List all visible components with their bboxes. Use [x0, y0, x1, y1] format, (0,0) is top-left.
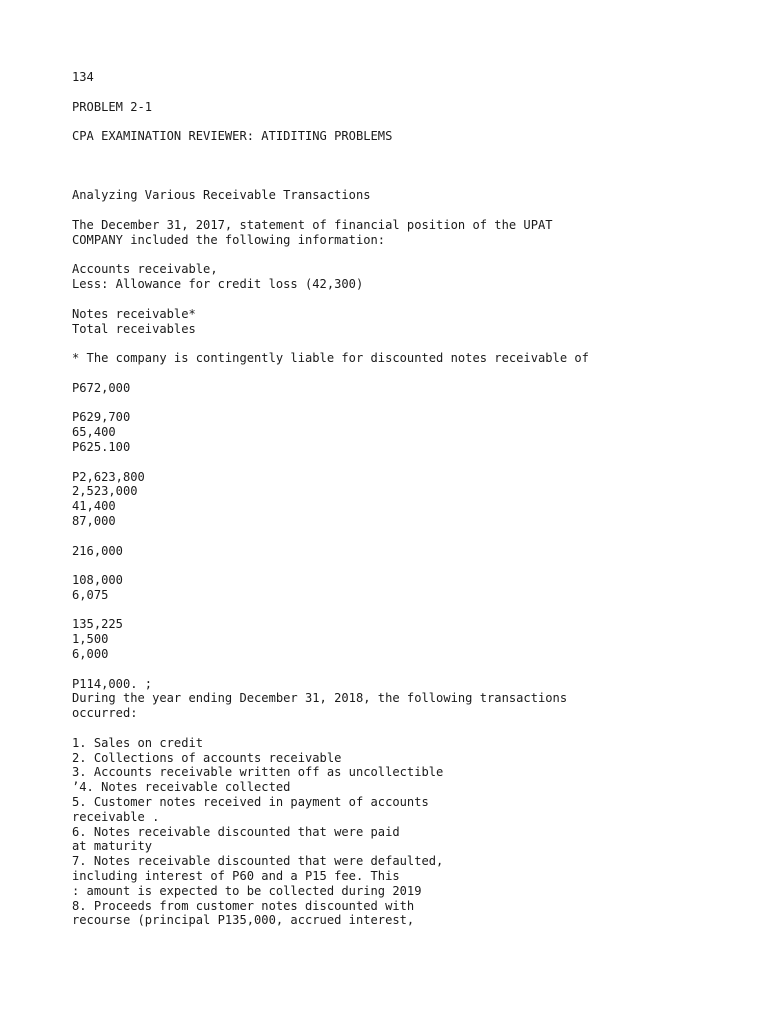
transaction-line: 2. Collections of accounts receivable — [72, 750, 342, 765]
blank-line — [72, 292, 752, 307]
totals-item: Notes receivable* — [72, 306, 196, 321]
document-page — [72, 70, 752, 928]
problem-label: PROBLEM 2-1 — [72, 99, 153, 114]
blank-line — [72, 248, 752, 263]
blank-line — [72, 85, 752, 100]
blank-line — [72, 396, 752, 411]
transaction-line: 3. Accounts receivable written off as uncollectible — [72, 765, 444, 780]
transaction-line: recourse (principal P135,000, accrued interest, — [72, 913, 415, 928]
amount-line: 6,075 — [72, 587, 109, 602]
transaction-line: at maturity — [72, 839, 153, 854]
blank-line — [72, 558, 752, 573]
blank-line — [72, 721, 752, 736]
blank-line — [72, 662, 752, 677]
blank-line — [72, 203, 752, 218]
amount-line: 108,000 — [72, 573, 123, 588]
page-number: 134 — [72, 70, 94, 84]
amount-line: P2,623,800 — [72, 469, 145, 484]
transaction-line: 1. Sales on credit — [72, 735, 204, 750]
year-intro-line: During the year ending December 31, 2018, the following transactions — [72, 691, 568, 706]
balance-item: Less: Allowance for credit loss (42,300) — [72, 277, 364, 292]
intro-line: COMPANY included the following information: — [72, 232, 386, 247]
blank-line — [72, 366, 752, 381]
transaction-line: ’4. Notes receivable collected — [72, 780, 291, 795]
transaction-line: including interest of P60 and a P15 fee. This — [72, 869, 400, 884]
amount-line: 6,000 — [72, 647, 109, 662]
blank-line — [72, 114, 752, 129]
balance-item: Accounts receivable, — [72, 262, 218, 277]
transaction-line: 5. Customer notes received in payment of accounts — [72, 795, 429, 810]
amount-line: P629,700 — [72, 410, 131, 425]
blank-line — [72, 455, 752, 470]
blank-line — [72, 144, 752, 159]
transaction-line: 6. Notes receivable discounted that were paid — [72, 824, 400, 839]
section-title: Analyzing Various Receivable Transactions — [72, 188, 371, 203]
transaction-line: 7. Notes receivable discounted that were defaulted, — [72, 854, 444, 869]
transaction-line: : amount is expected to be collected during 2019 — [72, 883, 422, 898]
transaction-line: 8. Proceeds from customer notes discounted with — [72, 898, 415, 913]
footnote: * The company is contingently liable for discounted notes receivable of — [72, 351, 589, 366]
year-intro-line: occurred: — [72, 706, 138, 721]
amount-line: 1,500 — [72, 632, 109, 647]
amount-line: P672,000 — [72, 380, 131, 395]
final-amount: P114,000. ; — [72, 676, 153, 691]
amount-line: 41,400 — [72, 499, 116, 514]
blank-line — [72, 159, 752, 174]
blank-line — [72, 336, 752, 351]
amount-line: 87,000 — [72, 513, 116, 528]
book-title: CPA EXAMINATION REVIEWER: ATIDITING PROBLEMS — [72, 129, 393, 144]
blank-line — [72, 174, 752, 189]
blank-line — [72, 529, 752, 544]
totals-item: Total receivables — [72, 321, 196, 336]
amount-line: 216,000 — [72, 543, 123, 558]
intro-line: The December 31, 2017, statement of financial position of the UPAT — [72, 217, 553, 232]
amount-line: 2,523,000 — [72, 484, 138, 499]
amount-line: 65,400 — [72, 425, 116, 440]
transaction-line: receivable . — [72, 809, 160, 824]
blank-line — [72, 603, 752, 618]
amount-line: 135,225 — [72, 617, 123, 632]
amount-line: P625.100 — [72, 439, 131, 454]
